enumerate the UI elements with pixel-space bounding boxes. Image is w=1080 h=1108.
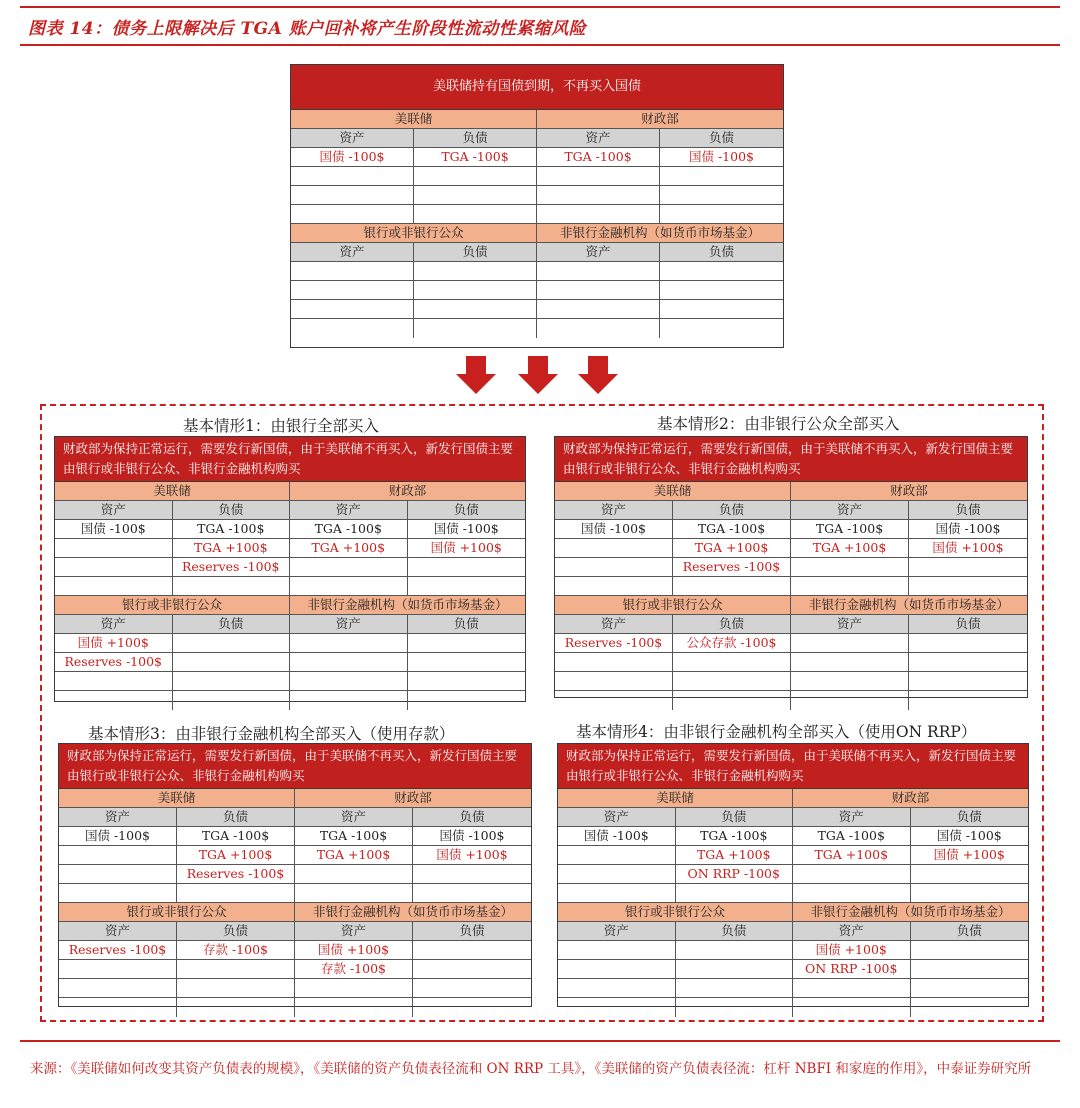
column-label: 资产 — [537, 243, 660, 262]
entity-label: 财政部 — [295, 789, 531, 808]
top-rule — [20, 6, 1060, 8]
sheet-cell — [909, 558, 1027, 577]
sheet-cell: Reserves -100$ — [555, 634, 673, 653]
entity-label: 非银行金融机构（如货币市场基金） — [295, 903, 531, 922]
column-label: 负债 — [909, 501, 1027, 520]
sheet-cell: 国债 -100$ — [909, 520, 1027, 539]
column-label: 负债 — [660, 243, 783, 262]
scenario-1-title: 基本情形1：由银行全部买入 — [183, 417, 379, 435]
sheet-cell: Reserves -100$ — [55, 653, 173, 672]
column-label: 资产 — [295, 808, 413, 827]
sheet-cell — [295, 865, 413, 884]
column-label: 负债 — [673, 501, 791, 520]
sheet-cell — [413, 884, 531, 903]
sheet-cell — [909, 653, 1027, 672]
sheet-cell — [291, 281, 414, 300]
sheet-cell: 公众存款 -100$ — [673, 634, 791, 653]
sheet-cell — [555, 653, 673, 672]
sheet-cell — [537, 167, 660, 186]
sheet-cell: TGA -100$ — [791, 520, 909, 539]
sheet-cell — [177, 960, 295, 979]
column-label: 资产 — [55, 615, 173, 634]
column-label: 负债 — [909, 615, 1027, 634]
entity-label: 非银行金融机构（如货币市场基金） — [791, 596, 1027, 615]
sheet-cell: TGA +100$ — [673, 539, 791, 558]
sheet-cell — [793, 998, 911, 1017]
sheet-cell — [911, 960, 1029, 979]
sheet-cell — [660, 281, 783, 300]
sheet-cell — [55, 558, 173, 577]
sheet-cell: ON RRP -100$ — [793, 960, 911, 979]
sheet-cell — [55, 691, 173, 710]
column-label: 资产 — [791, 615, 909, 634]
sheet-cell — [408, 691, 526, 710]
sheet-cell — [555, 672, 673, 691]
entity-label: 非银行金融机构（如货币市场基金） — [793, 903, 1028, 922]
sheet-cell — [793, 884, 911, 903]
column-label: 资产 — [555, 501, 673, 520]
sheet-cell — [660, 167, 783, 186]
sheet-cell: 国债 -100$ — [660, 148, 783, 167]
sheet-cell — [59, 865, 177, 884]
entity-label: 美联储 — [55, 482, 290, 501]
scenario-3-title: 基本情形3：由非银行金融机构全部买入（使用存款） — [88, 725, 455, 743]
sheet-cell — [177, 998, 295, 1017]
entity-label: 财政部 — [791, 482, 1027, 501]
entity-label: 美联储 — [59, 789, 295, 808]
sheet-cell — [413, 998, 531, 1017]
sheet-cell — [295, 884, 413, 903]
sheet-cell — [414, 186, 537, 205]
sheet-cell — [555, 691, 673, 710]
sheet-cell — [676, 979, 794, 998]
sheet-cell — [413, 865, 531, 884]
sheet-cell — [59, 979, 177, 998]
sheet-cell: 国债 -100$ — [55, 520, 173, 539]
sheet-cell — [676, 998, 794, 1017]
sheet-cell: 国债 +100$ — [793, 941, 911, 960]
sheet-cell — [177, 884, 295, 903]
sheet-cell: Reserves -100$ — [173, 558, 291, 577]
column-label: 资产 — [791, 501, 909, 520]
sheet-cell — [173, 653, 291, 672]
sheet-cell — [414, 167, 537, 186]
sheet-cell — [558, 884, 676, 903]
sheet-cell — [791, 672, 909, 691]
sheet-cell — [291, 205, 414, 224]
column-label: 资产 — [793, 922, 911, 941]
sheet-grid — [55, 482, 525, 710]
sheet-header: 美联储持有国债到期，不再买入国债 — [291, 65, 783, 110]
sheet-cell — [558, 979, 676, 998]
entity-label: 银行或非银行公众 — [55, 596, 290, 615]
sheet-cell: TGA -100$ — [793, 827, 911, 846]
sheet-cell — [676, 960, 794, 979]
scenario-3-balance-sheet — [58, 743, 532, 1007]
sheet-cell: TGA +100$ — [290, 539, 408, 558]
column-label: 负债 — [414, 129, 537, 148]
sheet-cell — [408, 558, 526, 577]
sheet-cell — [911, 884, 1029, 903]
sheet-cell: 国债 +100$ — [909, 539, 1027, 558]
sheet-cell: TGA -100$ — [676, 827, 794, 846]
sheet-cell: 国债 -100$ — [408, 520, 526, 539]
sheet-cell: Reserves -100$ — [59, 941, 177, 960]
sheet-cell — [414, 281, 537, 300]
sheet-cell — [676, 884, 794, 903]
sheet-cell: 国债 -100$ — [291, 148, 414, 167]
sheet-cell — [291, 167, 414, 186]
sheet-cell — [290, 691, 408, 710]
sheet-cell — [791, 653, 909, 672]
column-label: 资产 — [295, 922, 413, 941]
column-label: 负债 — [413, 922, 531, 941]
entity-label: 银行或非银行公众 — [558, 903, 793, 922]
entity-label: 美联储 — [555, 482, 791, 501]
sheet-cell — [59, 884, 177, 903]
sheet-cell — [537, 319, 660, 338]
column-label: 资产 — [59, 808, 177, 827]
sheet-cell — [59, 846, 177, 865]
sheet-cell: 国债 +100$ — [408, 539, 526, 558]
sheet-cell — [173, 577, 291, 596]
sheet-cell — [290, 558, 408, 577]
entity-label: 银行或非银行公众 — [555, 596, 791, 615]
sheet-cell — [173, 691, 291, 710]
sheet-cell: TGA -100$ — [673, 520, 791, 539]
sheet-grid — [555, 482, 1027, 710]
sheet-cell — [909, 634, 1027, 653]
sheet-cell — [290, 634, 408, 653]
sheet-cell — [911, 979, 1029, 998]
sheet-cell — [537, 300, 660, 319]
sheet-cell: 存款 -100$ — [177, 941, 295, 960]
sheet-cell — [791, 577, 909, 596]
entity-label: 美联储 — [291, 110, 537, 129]
sheet-cell: 国债 +100$ — [911, 846, 1029, 865]
entity-label: 财政部 — [290, 482, 525, 501]
sheet-cell — [673, 653, 791, 672]
sheet-cell — [414, 262, 537, 281]
sheet-cell — [793, 979, 911, 998]
sheet-cell: Reserves -100$ — [673, 558, 791, 577]
sheet-cell — [291, 262, 414, 281]
sheet-cell — [911, 865, 1029, 884]
sheet-cell — [177, 979, 295, 998]
sheet-cell — [413, 941, 531, 960]
column-label: 负债 — [408, 501, 526, 520]
column-label: 负债 — [173, 501, 291, 520]
sheet-grid — [59, 789, 531, 1017]
sheet-cell — [660, 186, 783, 205]
column-label: 负债 — [413, 808, 531, 827]
scenario-1-balance-sheet — [54, 436, 526, 702]
sheet-cell: 国债 +100$ — [413, 846, 531, 865]
sheet-cell: TGA -100$ — [290, 520, 408, 539]
sheet-cell — [414, 300, 537, 319]
sheet-cell — [673, 691, 791, 710]
sheet-cell — [408, 634, 526, 653]
sheet-cell — [558, 865, 676, 884]
column-label: 负债 — [173, 615, 291, 634]
sheet-cell: TGA +100$ — [676, 846, 794, 865]
sheet-cell: 国债 -100$ — [911, 827, 1029, 846]
bottom-rule — [20, 1040, 1060, 1042]
sheet-cell — [55, 672, 173, 691]
sheet-cell — [909, 691, 1027, 710]
sheet-cell: TGA +100$ — [177, 846, 295, 865]
column-label: 负债 — [673, 615, 791, 634]
column-label: 资产 — [793, 808, 911, 827]
down-arrows — [456, 356, 620, 396]
sheet-cell — [413, 960, 531, 979]
scenario-4-balance-sheet — [557, 743, 1029, 1007]
sheet-cell — [558, 960, 676, 979]
entity-label: 财政部 — [793, 789, 1028, 808]
entity-label: 美联储 — [558, 789, 793, 808]
scenario-2-balance-sheet — [554, 436, 1028, 698]
down-arrow-icon — [518, 356, 558, 394]
down-arrow-icon — [578, 356, 618, 394]
sheet-cell: TGA +100$ — [295, 846, 413, 865]
sheet-cell — [537, 186, 660, 205]
sheet-cell — [555, 577, 673, 596]
sheet-cell: 国债 -100$ — [555, 520, 673, 539]
sheet-cell — [558, 846, 676, 865]
sheet-cell — [55, 577, 173, 596]
column-label: 负债 — [177, 808, 295, 827]
entity-label: 财政部 — [537, 110, 783, 129]
sheet-cell — [558, 998, 676, 1017]
sheet-cell: 国债 -100$ — [59, 827, 177, 846]
sheet-cell — [911, 998, 1029, 1017]
sheet-header: 财政部为保持正常运行，需要发行新国债，由于美联储不再买入，新发行国债主要由银行或非银行公众、非银行金融机构购买 — [59, 744, 531, 789]
top-balance-sheet — [290, 64, 784, 348]
sheet-cell — [408, 653, 526, 672]
sheet-cell: TGA +100$ — [793, 846, 911, 865]
sheet-cell — [290, 672, 408, 691]
sheet-cell — [173, 672, 291, 691]
sheet-cell: TGA -100$ — [177, 827, 295, 846]
sheet-cell — [791, 691, 909, 710]
sheet-cell — [414, 319, 537, 338]
sheet-header: 财政部为保持正常运行，需要发行新国债，由于美联储不再买入，新发行国债主要由银行或非银行公众、非银行金融机构购买 — [555, 437, 1027, 482]
sheet-cell — [555, 539, 673, 558]
sheet-cell — [537, 205, 660, 224]
entity-label: 非银行金融机构（如货币市场基金） — [290, 596, 525, 615]
sheet-cell: TGA +100$ — [173, 539, 291, 558]
column-label: 负债 — [911, 808, 1029, 827]
column-label: 负债 — [414, 243, 537, 262]
sheet-cell — [408, 577, 526, 596]
sheet-cell: ON RRP -100$ — [676, 865, 794, 884]
sheet-cell: TGA +100$ — [791, 539, 909, 558]
column-label: 负债 — [177, 922, 295, 941]
sheet-cell — [291, 300, 414, 319]
column-label: 负债 — [408, 615, 526, 634]
sheet-cell: 国债 +100$ — [55, 634, 173, 653]
sheet-cell — [59, 998, 177, 1017]
entity-label: 银行或非银行公众 — [59, 903, 295, 922]
column-label: 资产 — [558, 808, 676, 827]
sheet-cell — [911, 941, 1029, 960]
sheet-cell — [558, 941, 676, 960]
column-label: 资产 — [55, 501, 173, 520]
source-note: 来源：《美联储如何改变其资产负债表的规模》，《美联储的资产负债表径流和 ON RRP 工具》，《美联储的资产负债表径流：杠杆 NBFI 和家庭的作用》，中泰证券研究所 — [30, 1061, 1032, 1077]
sheet-cell — [414, 205, 537, 224]
sheet-cell — [537, 262, 660, 281]
column-label: 负债 — [676, 808, 794, 827]
column-label: 资产 — [291, 129, 414, 148]
column-label: 资产 — [290, 615, 408, 634]
sheet-cell: TGA -100$ — [414, 148, 537, 167]
sheet-cell: 国债 +100$ — [295, 941, 413, 960]
column-label: 资产 — [558, 922, 676, 941]
title-rule — [20, 44, 1060, 46]
sheet-cell: 国债 -100$ — [413, 827, 531, 846]
column-label: 资产 — [290, 501, 408, 520]
sheet-header: 财政部为保持正常运行，需要发行新国债，由于美联储不再买入，新发行国债主要由银行或非银行公众、非银行金融机构购买 — [55, 437, 525, 482]
sheet-cell — [791, 558, 909, 577]
sheet-cell — [59, 960, 177, 979]
entity-label: 非银行金融机构（如货币市场基金） — [537, 224, 783, 243]
column-label: 负债 — [660, 129, 783, 148]
sheet-cell — [791, 634, 909, 653]
sheet-cell — [660, 300, 783, 319]
sheet-cell: 国债 -100$ — [558, 827, 676, 846]
sheet-header: 财政部为保持正常运行，需要发行新国债，由于美联储不再买入，新发行国债主要由银行或非银行公众、非银行金融机构购买 — [558, 744, 1028, 789]
sheet-cell: 存款 -100$ — [295, 960, 413, 979]
sheet-cell — [660, 319, 783, 338]
sheet-cell — [290, 577, 408, 596]
sheet-cell — [673, 577, 791, 596]
column-label: 负债 — [676, 922, 794, 941]
sheet-cell — [676, 941, 794, 960]
sheet-cell: TGA -100$ — [537, 148, 660, 167]
sheet-cell — [55, 539, 173, 558]
sheet-cell — [413, 979, 531, 998]
scenario-2-title: 基本情形2：由非银行公众全部买入 — [657, 415, 900, 433]
sheet-cell — [909, 577, 1027, 596]
sheet-cell — [291, 319, 414, 338]
sheet-cell — [295, 979, 413, 998]
sheet-cell — [291, 186, 414, 205]
sheet-grid — [291, 110, 783, 338]
sheet-cell — [793, 865, 911, 884]
column-label: 资产 — [59, 922, 177, 941]
entity-label: 银行或非银行公众 — [291, 224, 537, 243]
sheet-cell — [290, 653, 408, 672]
sheet-cell — [555, 558, 673, 577]
sheet-grid — [558, 789, 1028, 1017]
down-arrow-icon — [456, 356, 496, 394]
sheet-cell — [660, 262, 783, 281]
sheet-cell: Reserves -100$ — [177, 865, 295, 884]
sheet-cell — [173, 634, 291, 653]
column-label: 资产 — [555, 615, 673, 634]
sheet-cell — [537, 281, 660, 300]
sheet-cell: TGA -100$ — [295, 827, 413, 846]
sheet-cell — [660, 205, 783, 224]
sheet-cell — [295, 998, 413, 1017]
column-label: 资产 — [291, 243, 414, 262]
sheet-cell — [408, 672, 526, 691]
sheet-cell — [909, 672, 1027, 691]
sheet-cell: TGA -100$ — [173, 520, 291, 539]
column-label: 资产 — [537, 129, 660, 148]
column-label: 负债 — [911, 922, 1029, 941]
scenario-4-title: 基本情形4：由非银行金融机构全部买入（使用ON RRP） — [576, 723, 977, 741]
figure-title: 图表 14：债务上限解决后 TGA 账户回补将产生阶段性流动性紧缩风险 — [28, 19, 587, 39]
sheet-cell — [673, 672, 791, 691]
